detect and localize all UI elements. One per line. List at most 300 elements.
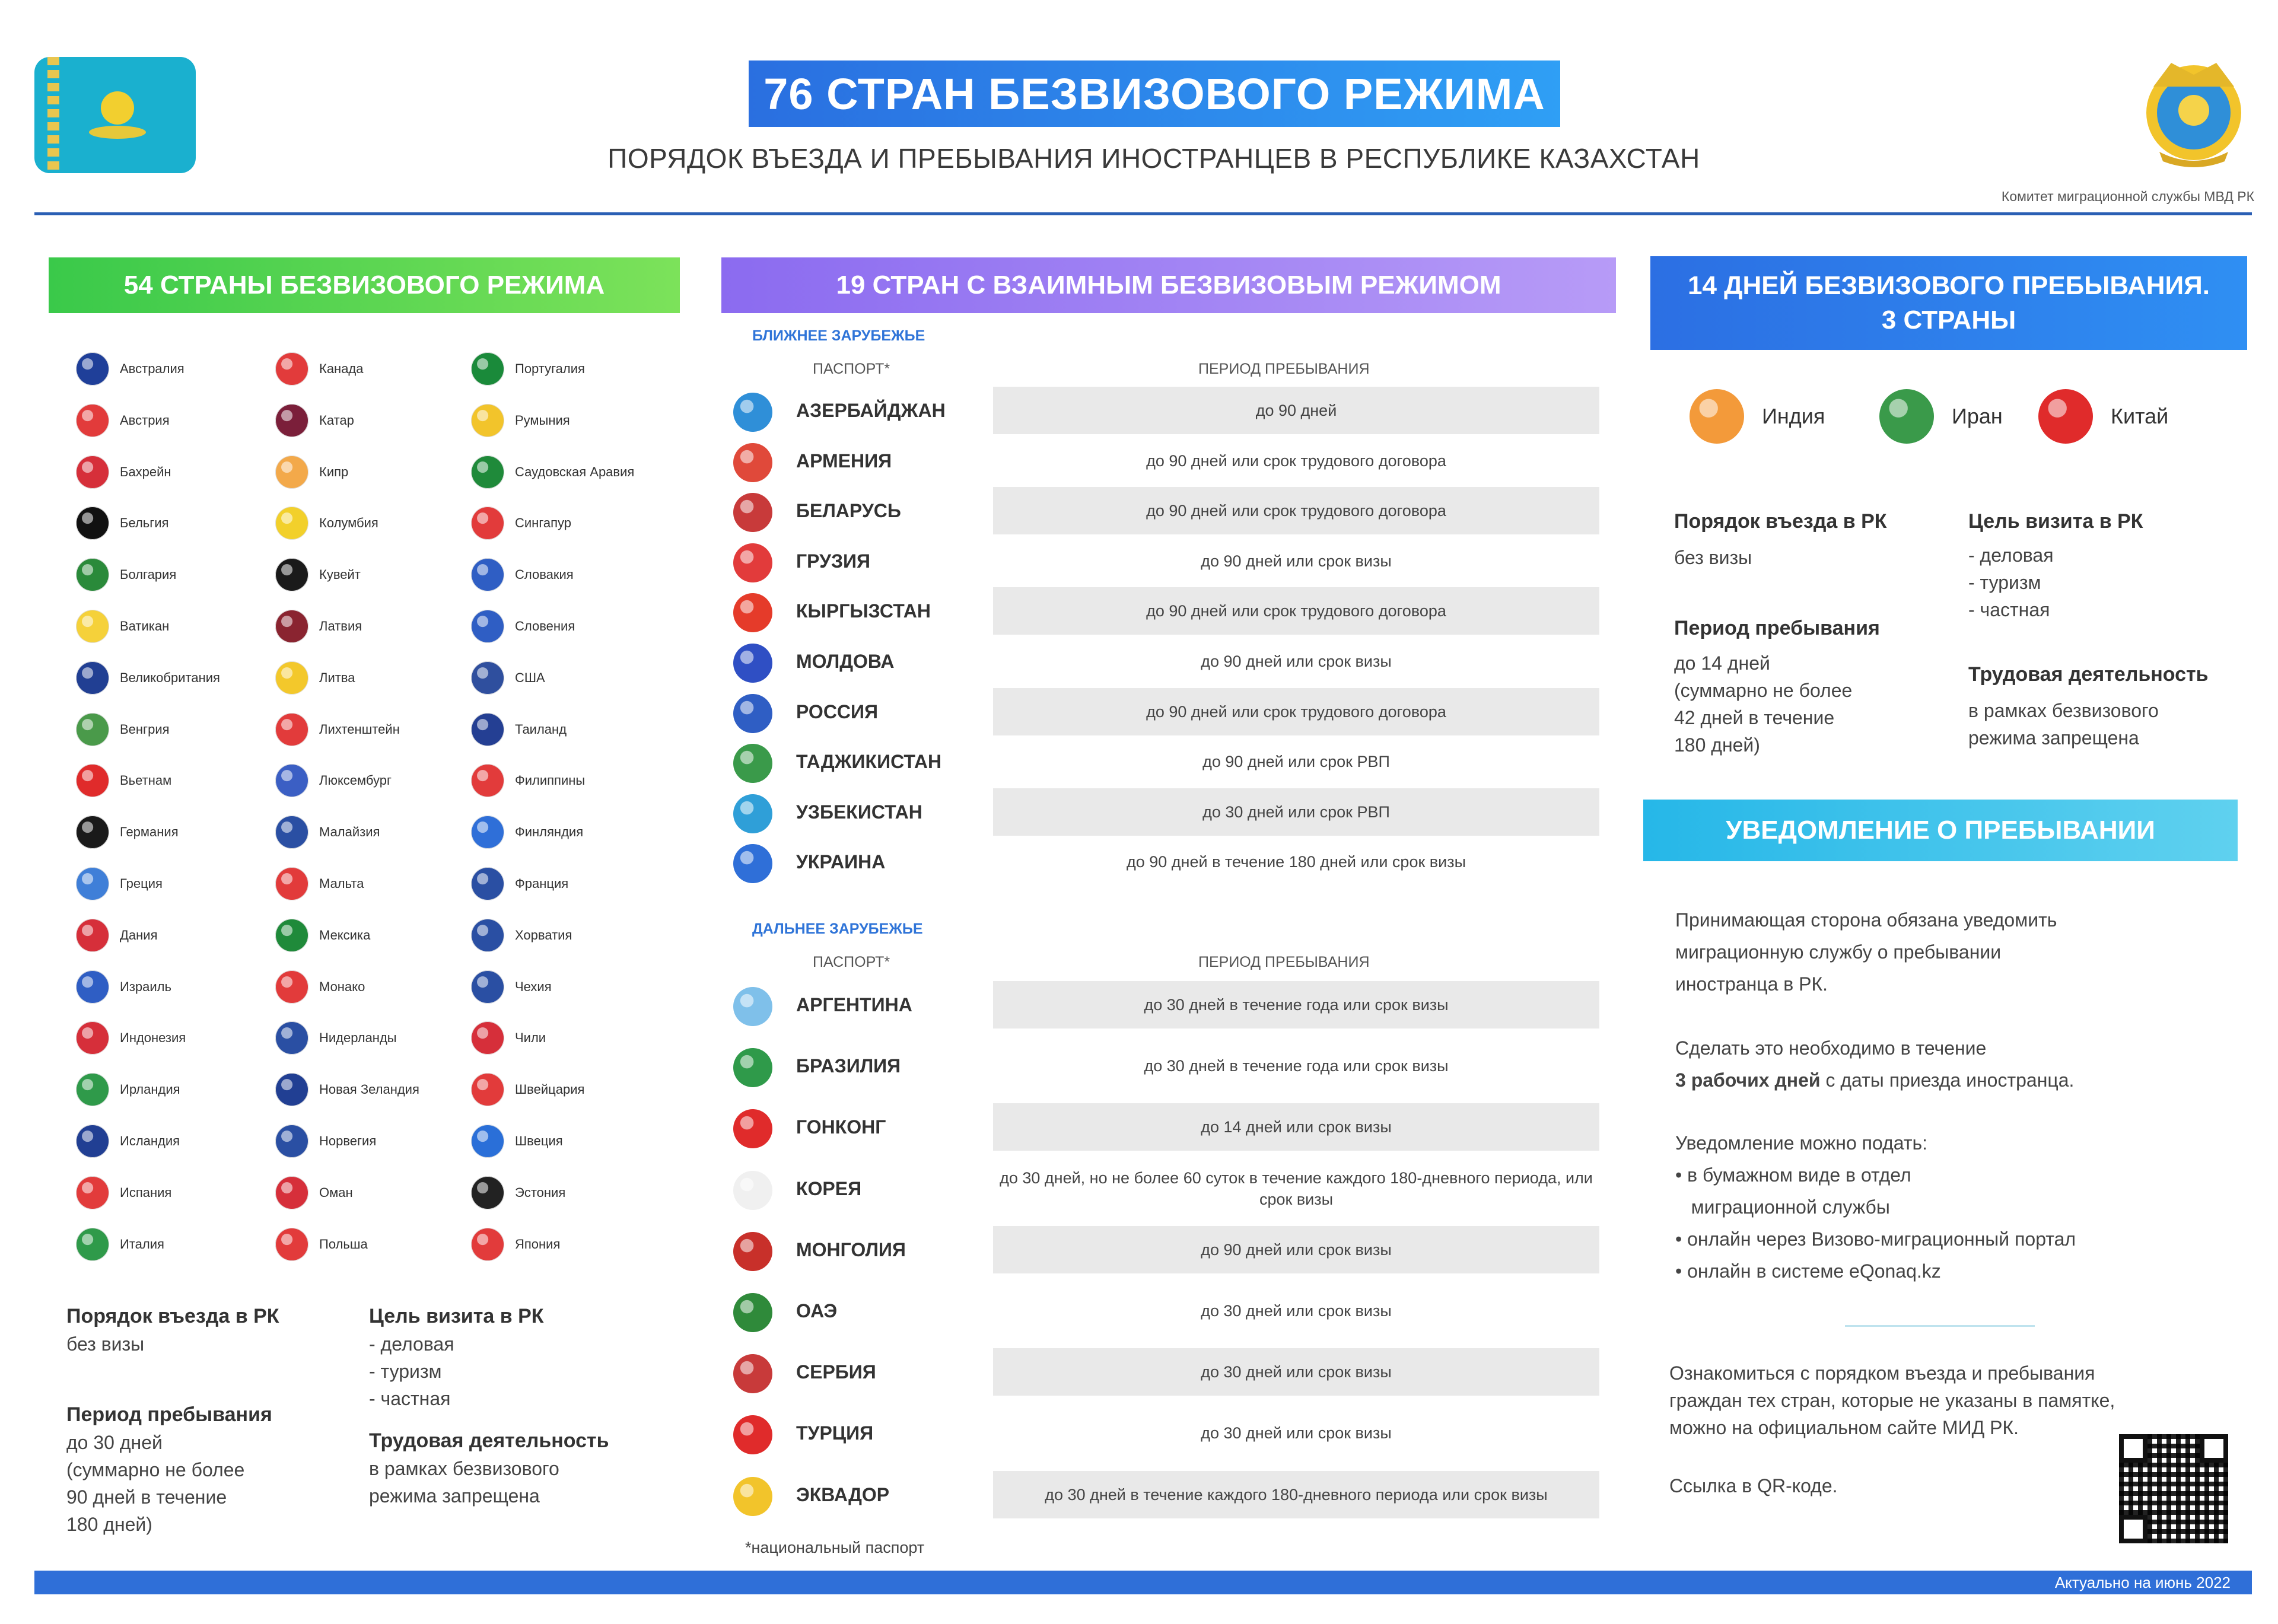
country-name: ГРУЗИЯ [796, 550, 871, 572]
country-name: Италия [120, 1237, 164, 1252]
country-flag-icon [275, 816, 308, 849]
country-flag-icon [76, 970, 109, 1004]
country-item [275, 407, 354, 434]
country-flag-icon [733, 1232, 772, 1271]
stay-period: до 30 дней в течение года или срок визы [1144, 1057, 1449, 1075]
country-flag-icon [76, 1176, 109, 1209]
country-name: ЭКВАДОР [796, 1483, 890, 1505]
banner-14-days-line2: 3 СТРАНЫ [1881, 305, 2016, 335]
country-item [471, 871, 568, 897]
country-item [76, 871, 163, 897]
country-flag-icon [275, 558, 308, 591]
stay-period: до 90 дней [993, 387, 1599, 434]
col1-work-line: в рамках безвизового [369, 1458, 559, 1479]
country-name: Финляндия [515, 824, 584, 839]
country-item [275, 922, 370, 948]
country-name: Польша [319, 1237, 368, 1252]
country-item [471, 665, 545, 691]
stay-period: до 30 дней или срок визы [993, 1348, 1599, 1396]
country-flag-icon [275, 661, 308, 695]
notify-line: миграционную службу о пребывании [1675, 941, 2002, 963]
notify-deadline-bold: 3 рабочих дней [1675, 1069, 1821, 1091]
table-row [733, 1287, 1599, 1335]
stay-period: до 30 дней в течение каждого 180-дневного периода или срок визы [993, 1471, 1599, 1518]
country-name: Швеция [515, 1133, 563, 1148]
country-item [275, 1025, 397, 1051]
country-name: КОРЕЯ [796, 1177, 862, 1199]
banner-54-countries: 54 СТРАНЫ БЕЗВИЗОВОГО РЕЖИМА [49, 257, 680, 313]
country-flag-icon [471, 970, 504, 1004]
table-row [733, 981, 1599, 1028]
country-flag-icon [275, 610, 308, 643]
col3-purpose-item: - туризм [1968, 572, 2041, 593]
country-item [471, 922, 572, 948]
country-name: Венгрия [120, 722, 170, 737]
country-item [76, 665, 220, 691]
country-flag-icon [471, 1228, 504, 1261]
col1-entry-value: без визы [66, 1333, 145, 1355]
col1-period-line: (суммарно не более [66, 1459, 245, 1480]
table-row [733, 1226, 1599, 1273]
country-flag-icon [733, 1415, 772, 1454]
country-flag-icon [76, 456, 109, 489]
country-name: УЗБЕКИСТАН [796, 801, 922, 823]
notify-bullet: миграционной службы [1675, 1196, 1890, 1218]
country-flag-icon [76, 610, 109, 643]
country-name: Ирландия [120, 1082, 180, 1097]
stay-period: до 30 дней в течение года или срок визы [993, 981, 1599, 1028]
country-name: МОНГОЛИЯ [796, 1238, 906, 1260]
country-item [471, 1077, 584, 1103]
country-flag-icon [76, 1021, 109, 1055]
country-name: Новая Зеландия [319, 1082, 419, 1097]
header-divider [34, 212, 2252, 215]
country-name: Хорватия [515, 928, 572, 942]
country-flag-icon [275, 456, 308, 489]
col1-period-heading: Период пребывания [66, 1403, 272, 1426]
table-row [733, 1042, 1599, 1090]
col3-work-line: режима запрещена [1968, 727, 2139, 749]
col3-entry-heading: Порядок въезда в РК [1674, 510, 1887, 533]
country-flag-icon [471, 816, 504, 849]
country-item [275, 1077, 419, 1103]
col1-purpose-item: - частная [369, 1388, 451, 1409]
col3-period-line: 180 дней) [1674, 734, 1760, 756]
notify-line: граждан тех стран, которые не указаны в памятке, [1669, 1390, 2115, 1411]
col3-entry-value: без визы [1674, 547, 1752, 568]
col1-period-line: 90 дней в течение [66, 1486, 227, 1508]
country-flag-icon [733, 593, 772, 632]
page-title-text: 76 СТРАН БЕЗВИЗОВОГО РЕЖИМА [763, 69, 1545, 119]
country-item [76, 974, 171, 1000]
country-name: Таиланд [515, 722, 567, 737]
qr-caption: Ссылка в QR-коде. [1669, 1475, 1838, 1496]
country-flag-icon [733, 1293, 772, 1332]
table-row [733, 788, 1599, 836]
country-item [76, 1128, 180, 1154]
notify-bullet: • онлайн в системе eQonaq.kz [1675, 1260, 1941, 1282]
table-row [733, 537, 1599, 585]
col1-period-line: 180 дней) [66, 1514, 152, 1535]
table-row [733, 437, 1599, 485]
country-item [471, 1231, 560, 1257]
country-item [275, 974, 365, 1000]
notify-paragraph-1 [1675, 904, 2057, 1000]
country-name: СЕРБИЯ [796, 1361, 876, 1383]
stay-period: до 30 дней или срок визы [1201, 1302, 1392, 1320]
passport-column-header-far: ПАСПОРТ* [813, 954, 890, 970]
country-item [76, 613, 169, 639]
far-abroad-title: ДАЛЬНЕЕ ЗАРУБЕЖЬЕ [752, 921, 923, 937]
country-name: РОССИЯ [796, 700, 879, 722]
country-flag-icon [733, 1354, 772, 1393]
country-item [76, 1180, 171, 1206]
country-name: Япония [515, 1237, 561, 1252]
country-flag-icon [733, 1171, 772, 1210]
country-flag-icon [471, 404, 504, 437]
table-row [733, 1103, 1599, 1151]
country-name: ТУРЦИЯ [796, 1422, 874, 1444]
country-name: Греция [120, 876, 163, 891]
country-name: Эстония [515, 1185, 566, 1200]
country-name: Норвегия [319, 1133, 377, 1148]
country-item [76, 1077, 180, 1103]
country-name: Бахрейн [120, 464, 171, 479]
country-flag-icon [733, 543, 772, 582]
col1-period-line: до 30 дней [66, 1432, 163, 1453]
country-item [275, 1128, 376, 1154]
col3-work-line: в рамках безвизового [1968, 700, 2159, 721]
country-item [471, 459, 634, 485]
country-name: Нидерланды [319, 1030, 397, 1045]
country-item [275, 562, 361, 588]
notify-line: Ознакомиться с порядком въезда и пребывания [1669, 1362, 2095, 1384]
country-name: Катар [319, 413, 354, 428]
page-title [749, 60, 1560, 127]
country-item [471, 1025, 546, 1051]
country-flag-icon [76, 1073, 109, 1106]
country-flag-icon [471, 1073, 504, 1106]
col3-period-line: (суммарно не более [1674, 680, 1853, 701]
country-name: США [515, 670, 545, 685]
country-item [76, 819, 179, 845]
table-row [733, 738, 1599, 785]
country-flag-icon [471, 764, 504, 797]
country-flag-icon [275, 970, 308, 1004]
table-row [733, 638, 1599, 685]
country-flag-icon [76, 867, 109, 900]
passport-footnote: *национальный паспорт [745, 1539, 925, 1556]
country-flag-icon [76, 404, 109, 437]
country-item [76, 922, 158, 948]
country-flag-icon [733, 393, 772, 432]
country-flag-icon [275, 507, 308, 540]
col1-purpose-item: - туризм [369, 1361, 442, 1382]
country-name: Германия [120, 824, 179, 839]
country-name: Испания [120, 1185, 172, 1200]
country-name: Лихтенштейн [319, 722, 400, 737]
notify-deadline-rest: с даты приезда иностранца. [1820, 1069, 2075, 1091]
country-item [275, 356, 364, 382]
country-item [76, 562, 176, 588]
col1-purpose-heading: Цель визита в РК [369, 1305, 544, 1327]
country-name: Латвия [319, 619, 362, 633]
stay-period: до 90 дней или срок визы [1201, 552, 1392, 570]
country-name: Словения [515, 619, 575, 633]
country-flag-icon [471, 610, 504, 643]
country-name: Вьетнам [120, 773, 172, 788]
country-flag-icon [733, 443, 772, 482]
country-item [76, 717, 170, 743]
country-name: Чехия [515, 979, 552, 994]
country-name: Оман [319, 1185, 353, 1200]
table-row [733, 1471, 1599, 1518]
country-item [1879, 387, 2003, 446]
country-flag-icon [275, 352, 308, 386]
period-column-header: ПЕРИОД ПРЕБЫВАНИЯ [1198, 361, 1370, 377]
country-name: Ватикан [120, 619, 170, 633]
country-item [76, 768, 171, 794]
country-name: ТАДЖИКИСТАН [796, 750, 942, 772]
stay-period: до 90 дней или срок визы [1201, 652, 1392, 670]
country-flag-icon [76, 1228, 109, 1261]
table-row [733, 688, 1599, 735]
banner-14-days [1650, 256, 2247, 350]
country-name: АРГЕНТИНА [796, 993, 912, 1015]
stay-period: до 30 дней, но не более 60 суток в течение каждого 180-дневного периода, или срок визы [1000, 1169, 1593, 1208]
country-flag-icon [76, 816, 109, 849]
country-name: Кипр [319, 464, 349, 479]
country-item [275, 665, 355, 691]
country-name: КЫРГЫЗСТАН [796, 600, 931, 622]
country-flag-icon [733, 844, 772, 883]
country-flag-icon [275, 919, 308, 952]
country-name: Колумбия [319, 515, 378, 530]
country-name: Иран [1952, 404, 2003, 428]
country-flag-icon [275, 404, 308, 437]
col3-period-line: до 14 дней [1674, 652, 1770, 674]
country-flag-icon [471, 867, 504, 900]
stay-period: до 30 дней или срок визы [1201, 1424, 1392, 1442]
banner-notification: УВЕДОМЛЕНИЕ О ПРЕБЫВАНИИ [1643, 800, 2238, 861]
country-name: УКРАИНА [796, 851, 886, 872]
table-row [733, 1348, 1599, 1396]
country-flag-icon [275, 1228, 308, 1261]
country-flag-icon [471, 1125, 504, 1158]
banner-19-countries: 19 СТРАН С ВЗАИМНЫМ БЕЗВИЗОВЫМ РЕЖИМОМ [721, 257, 1616, 313]
stay-period: до 90 дней в течение 180 дней или срок визы [1127, 853, 1466, 871]
country-name: БРАЗИЛИЯ [796, 1055, 901, 1077]
stay-period: до 30 дней или срок РВП [993, 788, 1599, 836]
period-column-header-far: ПЕРИОД ПРЕБЫВАНИЯ [1198, 954, 1370, 970]
country-name: Швейцария [515, 1082, 585, 1097]
country-name: Словакия [515, 567, 574, 582]
banner-14-days-line1: 14 ДНЕЙ БЕЗВИЗОВОГО ПРЕБЫВАНИЯ. [1688, 271, 2210, 300]
country-name: Канада [319, 361, 364, 376]
notify-line: Уведомление можно подать: [1675, 1132, 1928, 1154]
country-flag-icon [76, 764, 109, 797]
country-name: Саудовская Аравия [515, 464, 635, 479]
country-name: БЕЛАРУСЬ [796, 499, 901, 521]
table-row [733, 487, 1599, 534]
col3-purpose-item: - деловая [1968, 544, 2054, 566]
country-flag-icon [471, 661, 504, 695]
stay-period: до 14 дней или срок визы [993, 1103, 1599, 1151]
country-name: Франция [515, 876, 569, 891]
country-name: Сингапур [515, 515, 572, 530]
country-name: Люксембург [319, 773, 392, 788]
col3-purpose-heading: Цель визита в РК [1968, 510, 2143, 533]
country-flag-icon [471, 919, 504, 952]
country-name: Болгария [120, 567, 177, 582]
country-flag-icon [275, 764, 308, 797]
notify-line: Сделать это необходимо в течение [1675, 1037, 1987, 1059]
notify-bullet: • в бумажном виде в отдел [1675, 1164, 1911, 1186]
country-item [275, 1231, 368, 1257]
country-flag-icon [76, 507, 109, 540]
stay-period: до 90 дней или срок трудового договора [993, 688, 1599, 735]
country-flag-icon [2038, 389, 2093, 444]
country-flag-icon [76, 558, 109, 591]
notify-deadline-line [1675, 1064, 2074, 1096]
country-name: Монако [319, 979, 365, 994]
country-flag-icon [275, 1021, 308, 1055]
country-name: Исландия [120, 1133, 180, 1148]
col3-period-line: 42 дней в течение [1674, 707, 1835, 728]
col1-entry-heading: Порядок въезда в РК [66, 1305, 279, 1327]
stay-period: до 90 дней или срок трудового договора [993, 587, 1599, 635]
country-flag-icon [733, 1477, 772, 1516]
country-flag-icon [275, 1125, 308, 1158]
country-flag-icon [471, 352, 504, 386]
notify-line: можно на официальном сайте МИД РК. [1669, 1417, 2019, 1438]
country-item [471, 407, 570, 434]
country-item [275, 768, 392, 794]
country-item [471, 613, 575, 639]
country-item [275, 1180, 353, 1206]
ministry-caption: Комитет миграционной службы МВД РК [2001, 189, 2254, 204]
country-flag-icon [733, 1048, 772, 1087]
col1-purpose-item: - деловая [369, 1333, 454, 1355]
country-item [76, 356, 184, 382]
country-item [76, 407, 170, 434]
country-flag-icon [733, 794, 772, 833]
notify-paragraph-4 [1669, 1359, 2115, 1441]
country-item [275, 510, 378, 536]
country-item [471, 356, 585, 382]
country-flag-icon [471, 558, 504, 591]
country-item [471, 974, 552, 1000]
country-name: ГОНКОНГ [796, 1116, 886, 1138]
country-name: Мальта [319, 876, 364, 891]
country-flag-icon [275, 713, 308, 746]
table-row [733, 387, 1599, 434]
country-flag-icon [1879, 389, 1934, 444]
police-emblem-icon [2136, 51, 2252, 170]
country-flag-icon [733, 987, 772, 1026]
notify-divider [1845, 1325, 2035, 1327]
country-flag-icon [76, 713, 109, 746]
country-name: Чили [515, 1030, 546, 1045]
country-item [471, 768, 585, 794]
page-subtitle: ПОРЯДОК ВЪЕЗДА И ПРЕБЫВАНИЯ ИНОСТРАНЦЕВ В РЕСПУБЛИКЕ КАЗАХСТАН [607, 143, 1700, 174]
col3-purpose-item: - частная [1968, 599, 2050, 620]
stay-period: до 90 дней или срок трудового договора [993, 487, 1599, 534]
country-name: Малайзия [319, 824, 380, 839]
country-item [471, 1180, 565, 1206]
country-item [76, 1025, 186, 1051]
country-flag-icon [471, 1021, 504, 1055]
col1-work-heading: Трудовая деятельность [369, 1429, 609, 1452]
country-item [275, 613, 362, 639]
country-item [275, 871, 364, 897]
country-name: Филиппины [515, 773, 586, 788]
qr-code[interactable] [2119, 1434, 2228, 1543]
country-item [471, 1128, 563, 1154]
country-name: Мексика [319, 928, 371, 942]
country-name: Бельгия [120, 515, 169, 530]
country-flag-icon [275, 867, 308, 900]
country-item [76, 510, 168, 536]
country-name: Кувейт [319, 567, 361, 582]
country-name: АРМЕНИЯ [796, 450, 892, 472]
country-item [275, 459, 348, 485]
country-name: МОЛДОВА [796, 650, 895, 672]
country-flag-icon [76, 661, 109, 695]
country-name: Дания [120, 928, 158, 942]
country-flag-icon [76, 352, 109, 386]
table-row [733, 838, 1599, 886]
country-item [2038, 387, 2168, 446]
country-name: ОАЭ [796, 1300, 838, 1322]
table-row [733, 1409, 1599, 1457]
notify-paragraph-3 [1675, 1127, 2076, 1287]
country-name: Израиль [120, 979, 171, 994]
near-abroad-title: БЛИЖНЕЕ ЗАРУБЕЖЬЕ [752, 327, 925, 344]
country-flag-icon [733, 1109, 772, 1148]
country-item [1690, 387, 1825, 446]
country-item [471, 562, 574, 588]
stay-period: до 90 дней или срок РВП [1202, 753, 1390, 770]
country-item [275, 819, 380, 845]
country-item [471, 819, 583, 845]
country-name: Австралия [120, 361, 184, 376]
country-flag-icon [1690, 389, 1744, 444]
country-item [471, 717, 567, 743]
country-name: Литва [319, 670, 355, 685]
country-item [471, 510, 571, 536]
notify-bullet: • онлайн через Визово-миграционный портал [1675, 1228, 2076, 1250]
table-row [733, 1165, 1599, 1212]
notify-line: иностранца в РК. [1675, 973, 1828, 995]
kazakhstan-flag-logo [34, 57, 196, 173]
notify-line: Принимающая сторона обязана уведомить [1675, 909, 2057, 931]
country-flag-icon [275, 1176, 308, 1209]
col3-work-heading: Трудовая деятельность [1968, 663, 2209, 686]
country-flag-icon [76, 1125, 109, 1158]
country-item [76, 459, 171, 485]
country-name: Индия [1762, 404, 1825, 428]
table-row [733, 587, 1599, 635]
country-flag-icon [733, 493, 772, 532]
col1-work-line: режима запрещена [369, 1485, 540, 1507]
country-name: Румыния [515, 413, 570, 428]
country-name: Великобритания [120, 670, 220, 685]
country-flag-icon [471, 456, 504, 489]
country-flag-icon [733, 744, 772, 783]
country-item [76, 1231, 164, 1257]
stay-period: до 90 дней или срок визы [993, 1226, 1599, 1273]
